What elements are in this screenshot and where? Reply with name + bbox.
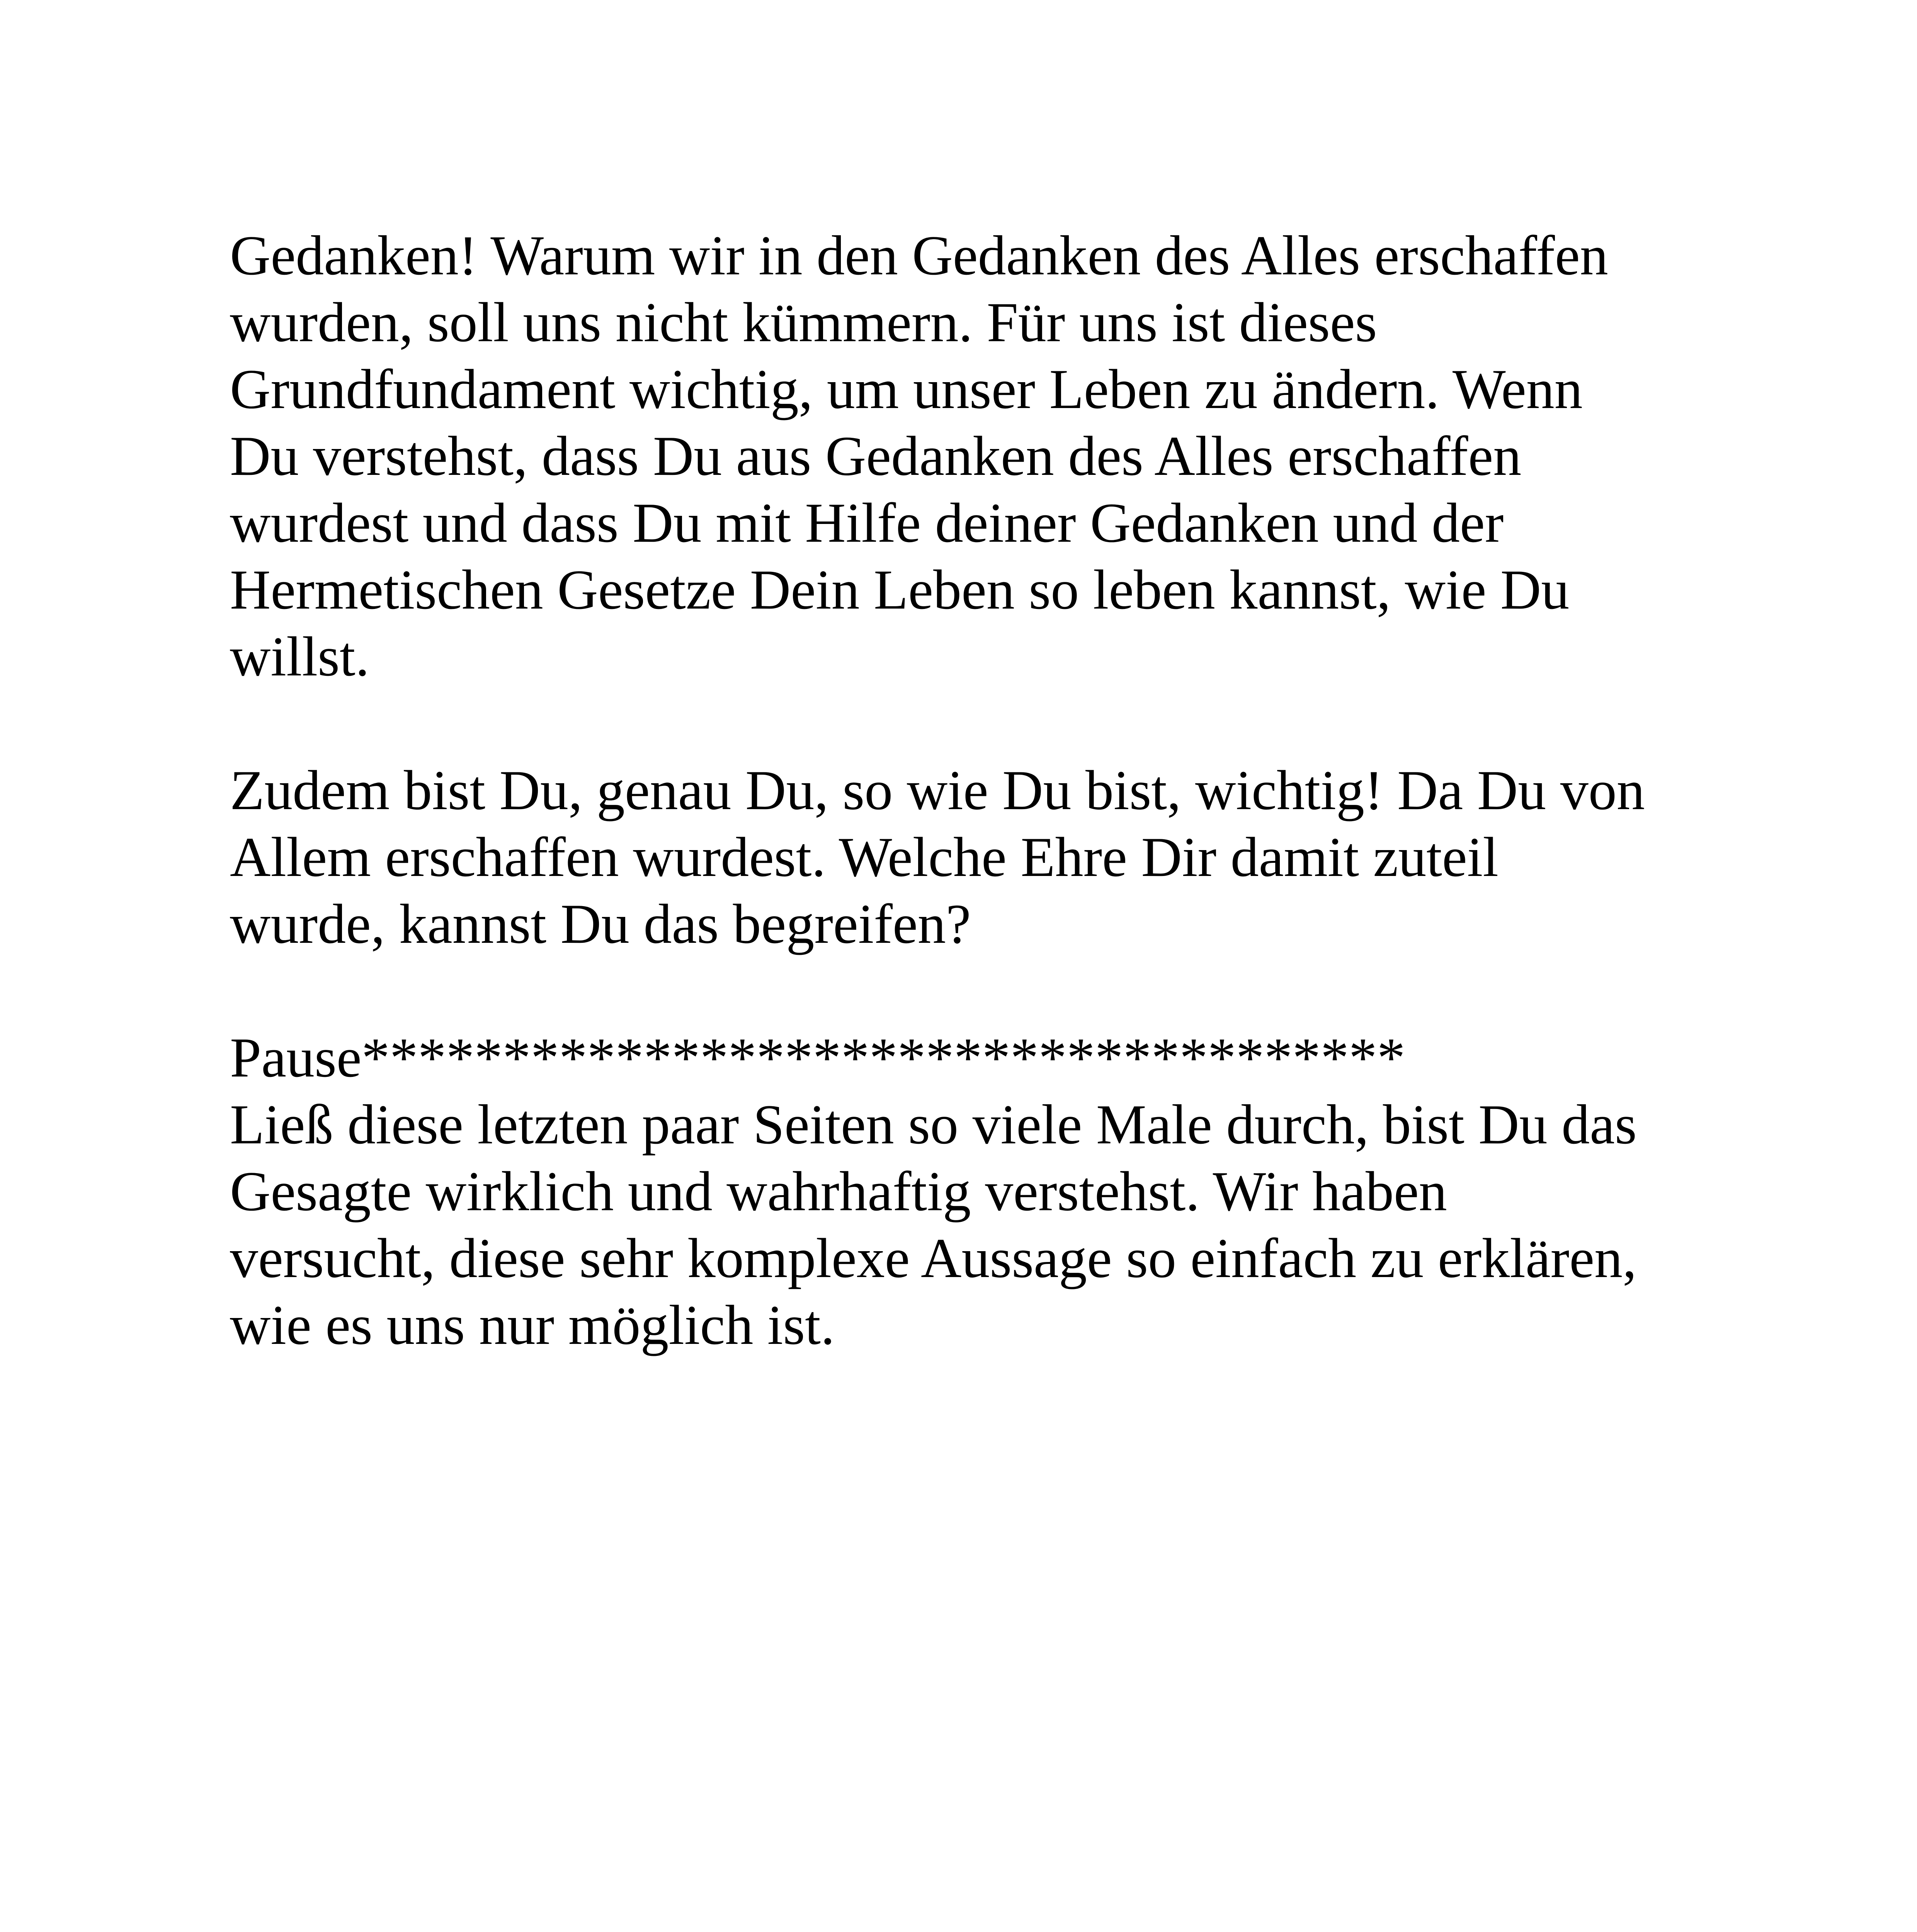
- text-line: Gesagte wirklich und wahrhaftig verstehst. Wir haben: [230, 1160, 1447, 1223]
- paragraph-spacer: [230, 957, 1737, 1024]
- text-line: wurden, soll uns nicht kümmern. Für uns ist dieses: [230, 291, 1377, 354]
- text-line: Du verstehst, dass Du aus Gedanken des Alles erschaffen: [230, 425, 1522, 487]
- paragraph-gedanken: [230, 222, 1737, 690]
- text-line: Allem erschaffen wurdest. Welche Ehre Dir damit zuteil: [230, 826, 1499, 888]
- text-line: wurde, kannst Du das begreifen?: [230, 893, 971, 955]
- text-line: wurdest und dass Du mit Hilfe deiner Gedanken und der: [230, 492, 1504, 554]
- text-line: Grundfundament wichtig, um unser Leben zu ändern. Wenn: [230, 358, 1583, 420]
- paragraph-pause: [230, 1024, 1737, 1359]
- page-body: [230, 222, 1737, 1359]
- text-line: versucht, diese sehr komplexe Aussage so einfach zu erklären,: [230, 1227, 1637, 1289]
- pause-marker-line: Pause*************************************: [230, 1026, 1405, 1089]
- text-line: Zudem bist Du, genau Du, so wie Du bist, wichtig! Da Du von: [230, 759, 1645, 821]
- paragraph-zudem: [230, 757, 1737, 957]
- text-line: Gedanken! Warum wir in den Gedanken des Alles erschaffen: [230, 224, 1608, 287]
- paragraph-spacer: [230, 690, 1737, 757]
- text-line: wie es uns nur möglich ist.: [230, 1294, 835, 1356]
- text-line: Ließ diese letzten paar Seiten so viele Male durch, bist Du das: [230, 1093, 1637, 1156]
- text-line: willst.: [230, 625, 370, 688]
- text-line: Hermetischen Gesetze Dein Leben so leben kannst, wie Du: [230, 558, 1570, 621]
